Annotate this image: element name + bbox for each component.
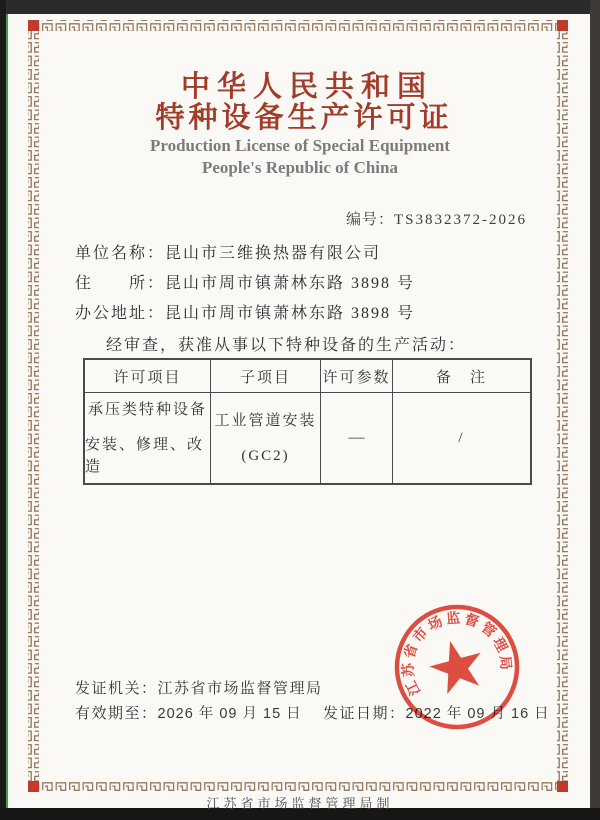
valid-until-line (75, 702, 302, 723)
official-red-seal (387, 597, 527, 737)
seal-star-icon (424, 634, 489, 697)
table-header-parameter: 许可参数 (320, 360, 392, 392)
project-line2: 安装、修理、改造 (85, 436, 205, 475)
issue-date-label: 发证日期： (323, 706, 406, 722)
valid-until-value: 2026 年 09 月 15 日 (157, 706, 302, 722)
approval-statement: 经审查，获准从事以下特种设备的生产活动： (106, 337, 467, 354)
issuing-authority-value: 江苏省市场监督管理局 (157, 681, 323, 697)
photo-frame-top (0, 0, 600, 14)
field-company-name-label: 单位名称： (75, 245, 166, 262)
seal-arc-text: 江苏省市场监督管理局 (399, 609, 515, 699)
valid-until-label: 有效期至： (75, 706, 158, 722)
field-company-name (75, 240, 381, 263)
field-office-address (75, 300, 415, 323)
title-en-line2: People's Republic of China (202, 158, 398, 177)
green-edge-strip (6, 14, 8, 808)
issuing-authority-label: 发证机关： (75, 681, 158, 697)
field-company-name-value: 昆山市三维换热器有限公司 (165, 245, 382, 262)
subproject-line2: (GC2) (241, 447, 290, 464)
table-cell-parameter: — (320, 392, 392, 483)
table-cell-subproject (210, 392, 320, 483)
table-header-subproject: 子项目 (210, 360, 320, 392)
field-domicile-value: 昆山市周市镇萧林东路 3898 号 (165, 275, 416, 292)
subproject-line1: 工业管道安装 (214, 412, 317, 429)
field-office-address-value: 昆山市周市镇萧林东路 3898 号 (165, 305, 416, 322)
license-scope-table (83, 358, 532, 485)
title-cn-line2: 特种设备生产许可证 (155, 102, 453, 134)
field-domicile-label: 住 所： (75, 275, 166, 292)
issuing-authority-line (75, 677, 323, 698)
license-number-label: 编号： (345, 212, 394, 228)
table-header-remark: 备 注 (392, 360, 530, 392)
table-cell-project (85, 392, 210, 483)
title-cn-line1: 中华人民共和国 (180, 71, 433, 103)
license-number-line (346, 208, 527, 229)
table-cell-remark: / (392, 392, 530, 483)
maker-line: 江苏省市场监督管理局制 (206, 796, 394, 811)
field-domicile (75, 270, 415, 293)
project-line1: 承压类特种设备 (87, 401, 207, 418)
field-office-address-label: 办公地址： (75, 305, 166, 322)
table-header-project: 许可项目 (113, 369, 182, 386)
title-en-line1: Production License of Special Equipment (149, 136, 451, 155)
issue-date-value: 2022 年 09 月 16 日 (405, 706, 550, 722)
license-number-value: TS3832372-2026 (394, 212, 527, 228)
